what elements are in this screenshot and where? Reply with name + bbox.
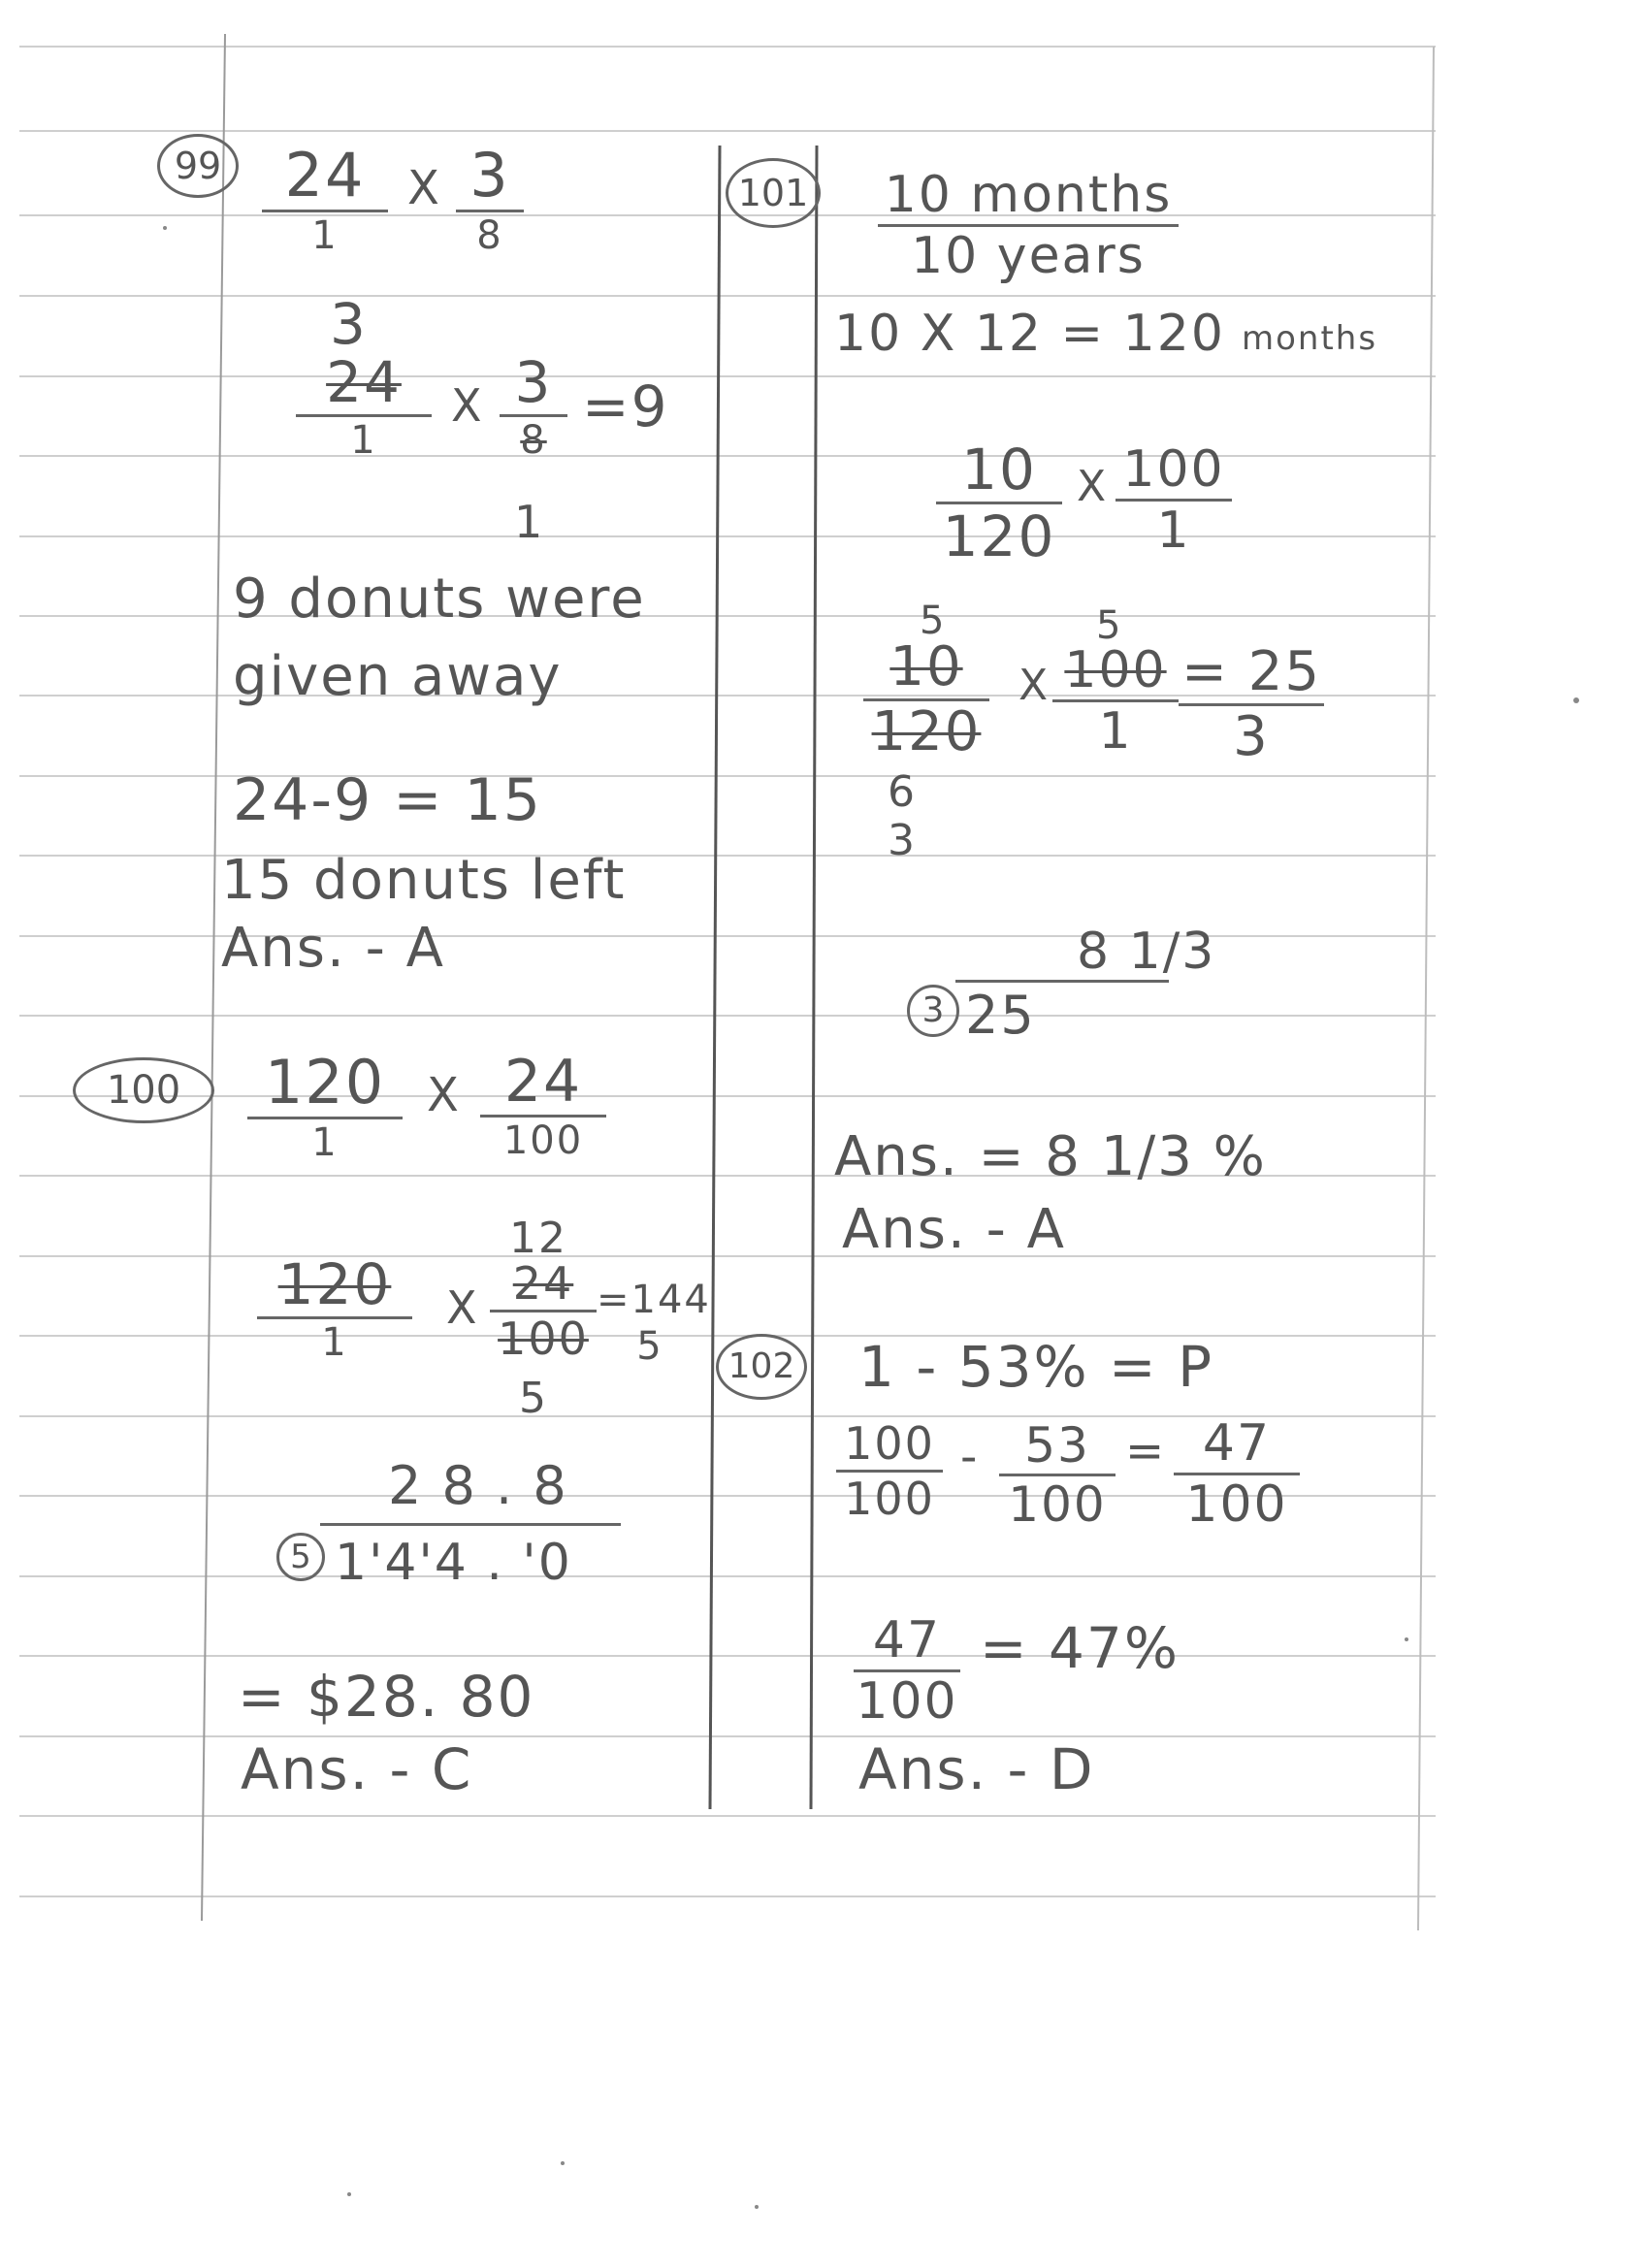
p101-divisor: 3 [907, 985, 959, 1037]
p101-dividend: 25 [965, 985, 1036, 1046]
p101-months-equation: 10 X 12 = 120 [834, 305, 1225, 363]
p99-cancel-bottom: 1 [514, 496, 545, 548]
p101-answer-percent: Ans. = 8 1/3 % [834, 1125, 1267, 1188]
p100-times-2: X [446, 1281, 479, 1334]
p101-times-1: X [1077, 462, 1109, 511]
p100-long-division-bar [320, 1523, 621, 1526]
p101-division-bar [955, 980, 1169, 983]
p100-answer: Ans. - C [241, 1736, 473, 1802]
p101-cancel-below-2: 3 [888, 816, 917, 865]
p101-fraction-10-over-120-cancelled: 10 120 [863, 640, 989, 760]
p102-fraction-47-over-100-second: 47 100 [854, 1615, 960, 1727]
p101-cancel-below-1: 6 [888, 767, 917, 817]
p101-fraction-months-over-years: 10 months 10 years [878, 170, 1179, 281]
p102-fraction-100-over-100: 100 100 [836, 1421, 943, 1521]
p100-fraction-24-over-100-cancelled: 24 100 [490, 1261, 597, 1361]
p101-answer: Ans. - A [842, 1198, 1066, 1261]
p99-text-donuts-given: 9 donuts were [233, 567, 646, 631]
p99-times-2: X [451, 379, 484, 432]
p101-months-unit: months [1242, 319, 1378, 358]
problem-100-number: 100 [73, 1057, 214, 1123]
p102-equals: = [1125, 1424, 1167, 1478]
p100-cancel-top: 12 [509, 1214, 567, 1263]
p102-fraction-47-over-100: 47 100 [1174, 1418, 1300, 1530]
p102-equation: 1 - 53% = P [858, 1334, 1214, 1400]
p99-text-given-away: given away [233, 645, 563, 708]
p99-result-9: =9 [582, 373, 669, 439]
column-divider-left [710, 146, 720, 1809]
p99-times-1: X [407, 161, 441, 215]
p102-minus: - [960, 1430, 980, 1484]
problem-99-number: 99 [157, 134, 239, 198]
p99-answer: Ans. - A [221, 917, 445, 980]
p99-subtraction: 24-9 = 15 [233, 766, 542, 834]
p101-fraction-100-over-1-cancelled: 100 1 [1052, 645, 1179, 757]
p100-fraction-24-over-100: 24 100 [480, 1053, 606, 1160]
p99-fraction-24-cancelled: 24 1 [296, 354, 432, 460]
p100-result-144-over-5: =144 5 [597, 1278, 711, 1369]
column-divider-right [811, 146, 817, 1809]
p102-result-percent: = 47% [980, 1615, 1180, 1681]
p99-text-donuts-left: 15 donuts left [221, 849, 627, 912]
problem-102-number: 102 [716, 1334, 807, 1400]
p99-cancel-top: 3 [330, 291, 368, 357]
p101-times-2: X [1018, 661, 1051, 710]
p100-fraction-120-over-1: 120 1 [247, 1053, 403, 1162]
p101-cancel-top-1: 5 [920, 599, 947, 643]
p101-fraction-10-over-120: 10 120 [936, 441, 1062, 565]
p99-fraction-24-over-1: 24 1 [262, 146, 388, 255]
p100-divisor: 5 [276, 1533, 325, 1581]
p102-fraction-53-over-100: 53 100 [999, 1421, 1116, 1529]
p99-fraction-3-over-8: 3 8 [456, 146, 524, 255]
p100-fraction-120-cancelled: 120 1 [257, 1256, 412, 1362]
p100-result: = $28. 80 [238, 1664, 535, 1730]
p101-cancel-top-2: 5 [1096, 603, 1123, 648]
p102-answer: Ans. - D [858, 1736, 1095, 1802]
p100-times-1: X [427, 1068, 461, 1122]
p100-long-division-quotient: 2 8 . 8 [388, 1455, 568, 1516]
p100-dividend: 1'4'4 . '0 [335, 1534, 572, 1592]
p99-fraction-3-over-8-cancelled: 3 8 [500, 354, 567, 460]
p100-cancel-bottom: 5 [519, 1374, 548, 1423]
p101-fraction-100-over-1: 100 1 [1116, 444, 1232, 556]
p101-result-25-over-3: = 25 3 [1179, 645, 1324, 764]
p101-division-quotient: 8 1/3 [1077, 923, 1216, 981]
right-edge [1418, 47, 1434, 1930]
problem-101-number: 101 [726, 158, 821, 228]
